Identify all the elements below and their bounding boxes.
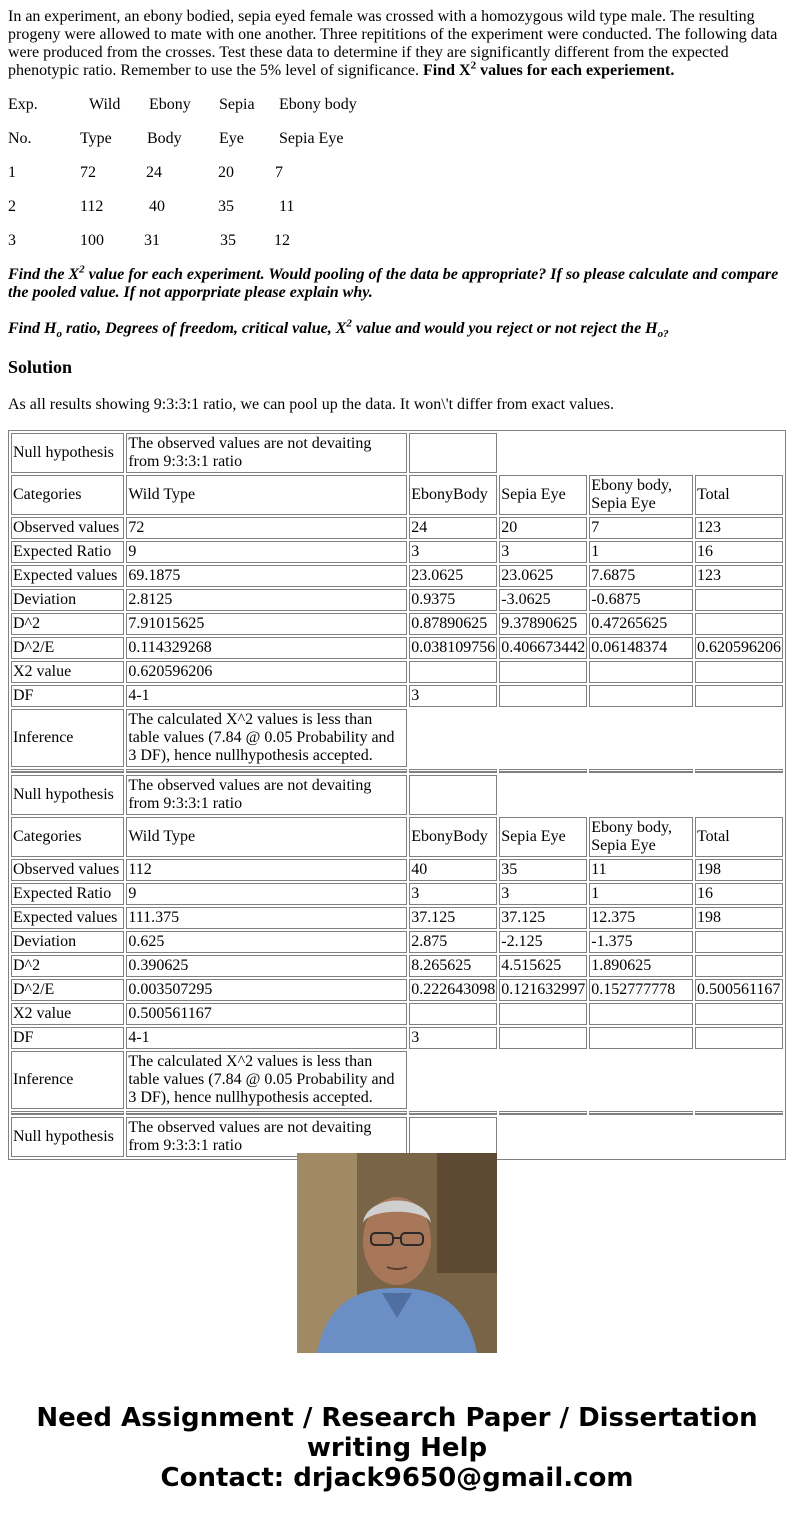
avatar-portrait — [297, 1153, 497, 1353]
table-row: Expected values 111.375 37.125 37.125 12.375 198 — [11, 907, 783, 929]
table-row: Expected Ratio 9 3 3 1 16 — [11, 883, 783, 905]
header-row: Categories Wild Type EbonyBody Sepia Eye Ebony body, Sepia Eye Total — [11, 475, 783, 515]
footer-contact[interactable]: Contact: drjack9650@gmail.com — [160, 1463, 634, 1493]
table-row: Expected Ratio 9 3 3 1 16 — [11, 541, 783, 563]
data-row: 3 100 31 35 12 — [8, 232, 290, 249]
author-avatar — [297, 1153, 497, 1353]
null-hypothesis-row: Null hypothesis The observed values are not devaiting from 9:3:3:1 ratio — [11, 433, 783, 473]
intro-text: In an experiment, an ebony bodied, sepia eyed female was crossed with a homozygous wild type male. The resulting progeny were allowed to mate with one another. Three repititions of the experiment were conducted. The following data were produced from the crosses. Test these data to determine if they are significantly different from the expected phenotypic ratio. Remember to use the 5% level of significance. — [8, 8, 778, 79]
experiment-data-table — [8, 96, 786, 250]
table-row: Deviation 2.8125 0.9375 -3.0625 -0.6875 — [11, 589, 783, 611]
question-pooling: Find the $X^2$ value for each experiment. Would pooling of the data be appropriate? If so please calculate and compare the pooled value. If not apporpriate please explain why. — [8, 263, 779, 301]
inference-row: Inference The calculated X^2 values is less than table values (7.84 @ 0.05 Probability and 3 DF), hence nullhypothesis accepted. — [11, 1051, 783, 1109]
table-row: Observed values 112 40 35 11 198 — [11, 859, 783, 881]
footer-advert — [0, 1403, 794, 1493]
data-header-row-1: Exp. Wild Ebony Sepia Ebony body — [8, 96, 357, 113]
solution-text: As all results showing 9:3:3:1 ratio, we can pool up the data. It won\'t differ from exact values. — [8, 396, 614, 413]
table-row: D^2 0.390625 8.265625 4.515625 1.890625 — [11, 955, 783, 977]
intro-paragraph — [8, 8, 786, 80]
footer-line-1: Need Assignment / Research Paper / Dissertation — [36, 1403, 758, 1433]
footer-line-2: writing Help — [306, 1433, 488, 1463]
table-row: Expected values 69.1875 23.0625 23.0625 7.6875 123 — [11, 565, 783, 587]
table-separator — [11, 1111, 783, 1115]
data-row: 2 112 40 35 11 — [8, 198, 295, 215]
table-separator — [11, 769, 783, 773]
table-row: DF 4-1 3 — [11, 1027, 783, 1049]
inference-row: Inference The calculated X^2 values is less than table values (7.84 @ 0.05 Probability and 3 DF), hence nullhypothesis accepted. — [11, 709, 783, 767]
table-row: X2 value 0.620596206 — [11, 661, 783, 683]
null-hypothesis-row: Null hypothesis The observed values are not devaiting from 9:3:3:1 ratio — [11, 775, 783, 815]
solution-heading: Solution — [8, 357, 73, 377]
chi-square-table — [8, 430, 786, 1160]
null-hypothesis-row: Null hypothesis The observed values are not devaiting from 9:3:3:1 ratio — [11, 1117, 783, 1157]
table-row: Observed values 72 24 20 7 123 — [11, 517, 783, 539]
question-hypothesis: Find $H_o$ ratio, Degrees of freedom, critical value, $X^2$ value and would you reject or not reject the $H_{o?}$ — [8, 317, 669, 341]
data-header-row-2: No. Type Body Eye Sepia Eye — [8, 130, 344, 147]
table-row: D^2/E 0.003507295 0.222643098 0.121632997 0.152777778 0.500561167 — [11, 979, 783, 1001]
table-row: D^2/E 0.114329268 0.038109756 0.406673442 0.06148374 0.620596206 — [11, 637, 783, 659]
table-row: Deviation 0.625 2.875 -2.125 -1.375 — [11, 931, 783, 953]
intro-bold: Find $X^2$ values for each experiement. — [422, 59, 675, 79]
table-row: X2 value 0.500561167 — [11, 1003, 783, 1025]
table-row: D^2 7.91015625 0.87890625 9.37890625 0.47265625 — [11, 613, 783, 635]
header-row: Categories Wild Type EbonyBody Sepia Eye Ebony body, Sepia Eye Total — [11, 817, 783, 857]
data-row: 1 72 24 20 7 — [8, 164, 283, 181]
table-row: DF 4-1 3 — [11, 685, 783, 707]
calculation-tables — [8, 430, 786, 1154]
